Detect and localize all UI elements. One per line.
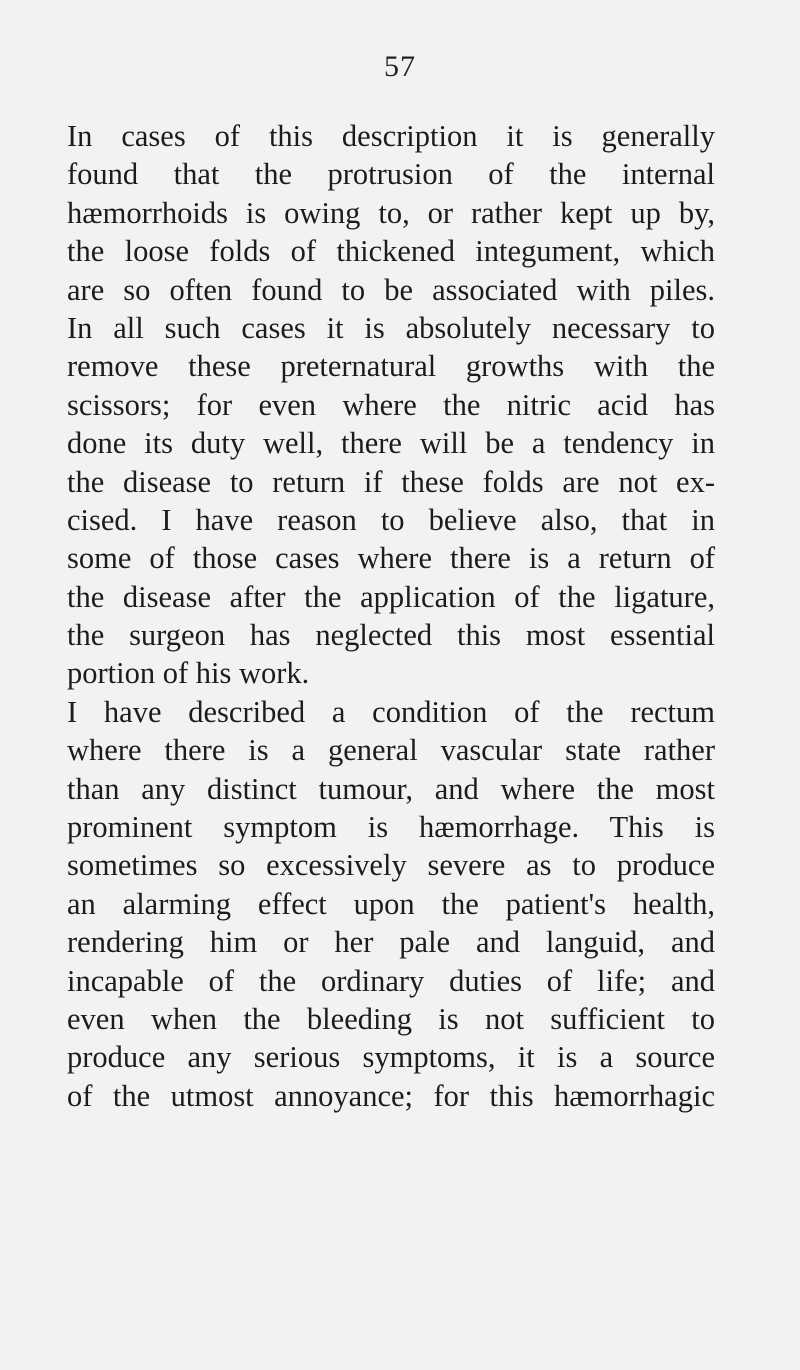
text-line: than any distinct tumour, and where the most bbox=[67, 771, 715, 806]
text-line: done its duty well, there will be a tendency in bbox=[67, 426, 715, 461]
body-text bbox=[67, 117, 715, 1115]
text-line: of the utmost annoyance; for this hæmorrhagic bbox=[67, 1078, 715, 1113]
text-line: hæmorrhoids is owing to, or rather kept up by, bbox=[67, 195, 715, 230]
text-line: prominent symptom is hæmorrhage. This is bbox=[67, 810, 715, 845]
text-line: produce any serious symptoms, it is a source bbox=[67, 1040, 715, 1075]
text-line: incapable of the ordinary duties of life; and bbox=[67, 963, 715, 998]
text-line: the loose folds of thickened integument, which bbox=[67, 234, 715, 269]
text-line: found that the protrusion of the internal bbox=[67, 157, 715, 192]
text-line: the surgeon has neglected this most essential bbox=[67, 618, 715, 653]
text-line: In cases of this description it is generally bbox=[67, 119, 715, 153]
text-line: are so often found to be associated with piles. bbox=[67, 272, 715, 307]
text-line: rendering him or her pale and languid, and bbox=[67, 925, 715, 960]
text-line: remove these preternatural growths with the bbox=[67, 349, 715, 384]
text-line: cised. I have reason to believe also, that in bbox=[67, 502, 715, 537]
text-line: portion of his work. bbox=[67, 656, 310, 691]
text-line: an alarming effect upon the patient's health, bbox=[67, 886, 715, 921]
text-line: sometimes so excessively severe as to produce bbox=[67, 848, 715, 883]
text-line: even when the bleeding is not sufficient to bbox=[67, 1001, 715, 1036]
text-line: the disease after the application of the ligature, bbox=[67, 579, 715, 614]
text-line: scissors; for even where the nitric acid has bbox=[67, 387, 715, 422]
text-line: I have described a condition of the rectum bbox=[67, 694, 715, 729]
page-number: 57 bbox=[384, 50, 416, 83]
text-line: the disease to return if these folds are not ex- bbox=[67, 464, 715, 499]
text-line: some of those cases where there is a return of bbox=[67, 541, 715, 576]
text-line: In all such cases it is absolutely necessary to bbox=[67, 310, 715, 345]
text-line: where there is a general vascular state rather bbox=[67, 733, 715, 768]
